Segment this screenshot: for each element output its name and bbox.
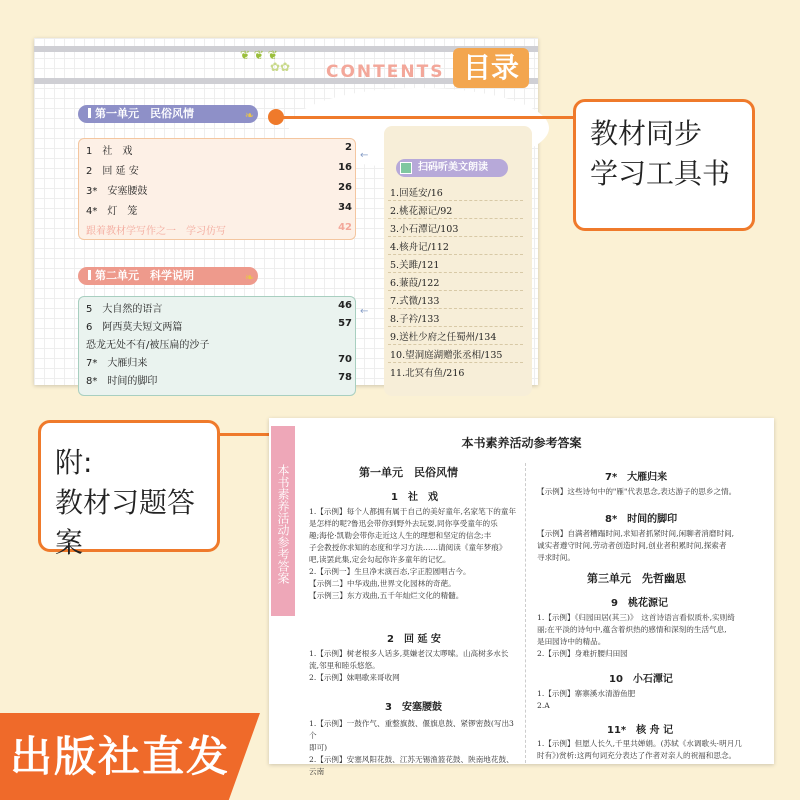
answers-side-tab: 本书素养活动参考答案 — [271, 426, 295, 616]
toc-row-sub[interactable]: 恐龙无处不有/被压扁的沙子 — [86, 340, 210, 351]
leaf-decoration-icon: ✿✿ — [270, 60, 291, 74]
lesson-heading: 11* 核 舟 记 — [607, 725, 674, 736]
toc-row[interactable]: 5 大自然的语言 46 — [86, 300, 352, 315]
contents-heading: CONTENTS — [326, 62, 445, 82]
arrow-icon: ← — [360, 150, 369, 161]
lesson-heading: 9 桃花源记 — [611, 598, 668, 609]
unit-heading: 第一单元 民俗风情 — [359, 466, 458, 479]
poem-item[interactable]: 11.北冥有鱼/216 — [390, 368, 465, 379]
mulu-heading: 目录 — [453, 48, 529, 88]
answer-text: 1.【示例】树老根多人话多,莫嫌老汉太啰嗦。山高树多水长 流,邻里和睦乐悠悠。 2.【示例】妹唱歌来哥收网 — [309, 649, 509, 682]
lesson-heading: 8* 时间的脚印 — [605, 514, 678, 525]
arrow-icon: ← — [360, 306, 369, 317]
qr-code-icon — [400, 162, 412, 174]
poem-item[interactable]: 5.关雎/121 — [390, 260, 440, 271]
poem-item[interactable]: 1.回延安/16 — [390, 188, 443, 199]
answer-text: 【示例】这些诗句中的"雁"代表思念,表达游子的思乡之情。 — [537, 487, 737, 496]
callout-answers-line2: 教材习题答案 — [55, 486, 196, 559]
answer-text: 1.【示例】寨寨溪水清游鱼肥 2.A — [537, 689, 636, 710]
poem-item[interactable]: 4.核舟记/112 — [390, 242, 449, 253]
toc-row[interactable]: 3* 安塞腰鼓 26 — [86, 182, 352, 197]
contents-page-preview — [34, 38, 538, 385]
scan-to-listen-label[interactable]: 扫码听美文朗读 — [396, 159, 508, 177]
poem-item[interactable]: 7.式微/133 — [390, 296, 440, 307]
answer-text: 1.【示例】每个人都拥有属于自己的美好童年,名家笔下的童年 是怎样的呢?鲁迅会带你到野外去玩耍,同你享受童年的乐 趣;海伦·凯勒会带你走近这人生的理想和坚定的信念;丰 子会教授你求知的态度和学习方法……请阅读《童年梦痕》 吧,读罢此集,定会勾起你许多童年的记忆。 2.【示例一】生旦净末演百态,字正腔圆唱古今。 【示例二】中华戏曲,世界文化园林的奇葩。 【示例三】东方戏曲,五千年灿烂文化的精髓。 — [309, 507, 517, 600]
poem-item[interactable]: 9.送杜少府之任蜀州/134 — [390, 332, 497, 343]
lesson-heading: 7* 大雁归来 — [605, 472, 668, 483]
column-divider — [525, 463, 526, 763]
callout-sync-tool-book: 教材同步 学习工具书 — [573, 99, 755, 231]
poem-item[interactable]: 8.子衿/133 — [390, 314, 440, 325]
answer-text: 1.【示例】《归园田居(其三)》 这首诗语言看似质朴,实则绮 丽;在平淡的诗句中,蕴含着炽热的感情和深刻的生活气息, 是田园诗中的精品。 2.【示例】身难折腰归田园 — [537, 613, 735, 658]
answer-text: 【示例】自满者糟蹋时间,求知者抓紧时间,闲聊者消磨时间, 诚实者遵守时间,劳动者创造时间,创业者积累时间,探索者 寻求时间。 — [537, 529, 735, 562]
poem-item[interactable]: 3.小石潭记/103 — [390, 224, 459, 235]
publisher-direct-label: 出版社直发 — [10, 732, 231, 781]
lesson-heading: 2 回 延 安 — [387, 634, 441, 645]
connector-line — [276, 116, 574, 119]
leaf-icon: ❧ — [244, 109, 254, 122]
poem-item[interactable]: 2.桃花源记/92 — [390, 206, 453, 217]
toc-row[interactable]: 8* 时间的脚印 78 — [86, 372, 352, 387]
toc-row[interactable]: 2 回 延 安 16 — [86, 162, 352, 177]
toc-row-writing[interactable]: 跟着教材学写作之一 学习仿写 42 — [86, 222, 352, 237]
answer-text: 1.【示例】一鼓作气、重整旗鼓、偃旗息鼓、紧锣密鼓(写出3个 即可) 2.【示例】安塞风阳花鼓、江苏无锡渔篮花鼓、陕南地花鼓、云南 — [309, 719, 514, 776]
callout-answers-line1: 附: — [55, 446, 93, 479]
answer-page-preview — [269, 418, 774, 776]
unit-1-title: 第一单元 民俗风情 ❧ — [78, 105, 258, 123]
leaf-icon: ❧ — [244, 271, 254, 284]
toc-row[interactable]: 6 阿西莫夫短文两篇 57 — [86, 318, 352, 333]
answers-title: 本书素养活动参考答案 — [461, 436, 582, 450]
toc-row[interactable]: 1 社 戏 2 — [86, 142, 352, 157]
connector-dot — [268, 109, 284, 125]
lesson-heading: 1 社 戏 — [391, 492, 438, 503]
poem-item[interactable]: 6.蒹葭/122 — [390, 278, 440, 289]
unit-2-title: 第二单元 科学说明 ❧ — [78, 267, 258, 285]
unit-heading: 第三单元 先哲幽思 — [587, 572, 686, 585]
lesson-heading: 3 安塞腰鼓 — [385, 702, 442, 713]
callout-answers — [38, 420, 220, 559]
toc-row[interactable]: 4* 灯 笼 34 — [86, 202, 352, 217]
answer-text: 1.【示例】但愿人长久,千里共婵娟。(苏轼《水调歌头·明月几 时有》)赏析:这两句词充分表达了作者对亲人的祝福和思念。 — [537, 739, 742, 760]
leaf-decoration-icon: ❦ ❦ ❦ — [240, 48, 278, 62]
toc-row[interactable]: 7* 大雁归来 70 — [86, 354, 352, 369]
lesson-heading: 10 小石潭记 — [609, 674, 673, 685]
poem-item[interactable]: 10.望洞庭湖赠张丞相/135 — [390, 350, 503, 361]
